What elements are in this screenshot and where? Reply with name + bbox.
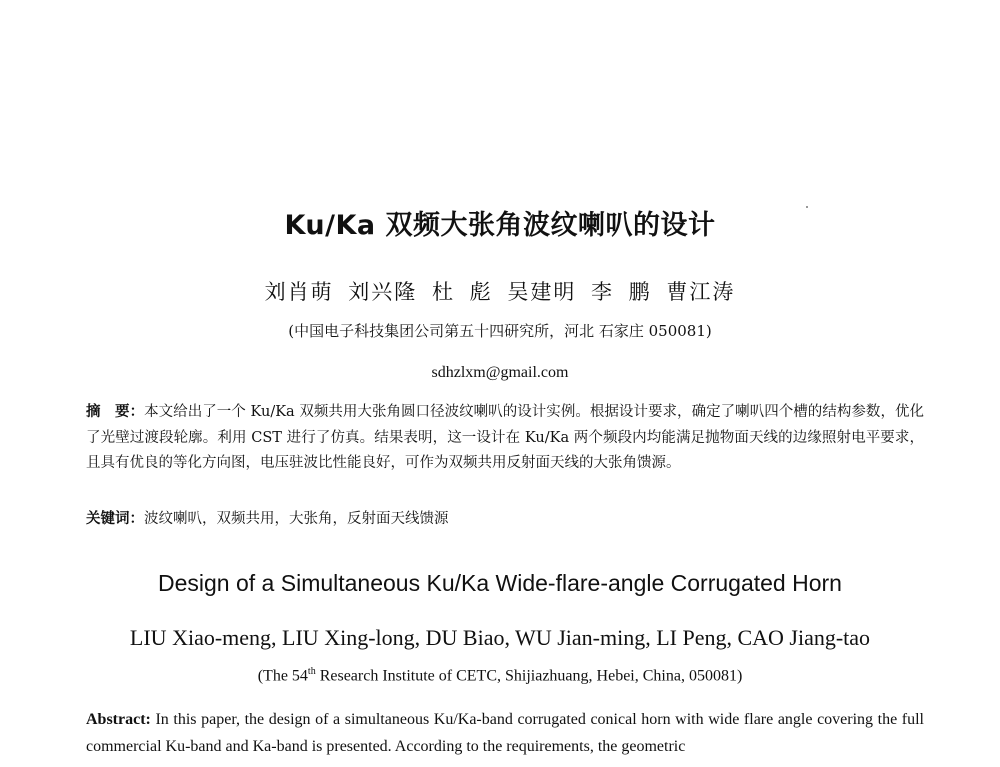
- english-affiliation-pre: (The 54: [257, 667, 308, 685]
- chinese-abstract-label: 摘 要：: [86, 403, 145, 420]
- english-abstract-label: Abstract:: [86, 711, 151, 728]
- chinese-abstract-text: 本文给出了一个 Ku/Ka 双频共用大张角圆口径波纹喇叭的设计实例。根据设计要求，确定了喇叭四个槽的结构参数，优化了光壁过渡段轮廓。利用 CST 进行了仿真。结果表明，这一设计在 Ku/Ka 两个频段内均能满足抛物面天线的边缘照射电平要求，且具有优良的等化方向图，电压驻波比性能良好，可作为双频共用反射面天线的大张角馈源。: [86, 404, 925, 471]
- english-affiliation-sup: th: [307, 666, 316, 677]
- chinese-affiliation: (中国电子科技集团公司第五十四研究所，河北 石家庄 050081): [288, 322, 712, 340]
- chinese-keywords: [86, 507, 924, 531]
- chinese-keywords-label: 关键词：: [86, 510, 144, 527]
- chinese-abstract: [86, 399, 924, 477]
- chinese-authors: 刘肖萌 刘兴隆 杜 彪 吴建明 李 鹏 曹江涛: [264, 280, 736, 304]
- english-abstract: [86, 706, 924, 760]
- english-authors: LIU Xiao-meng, LIU Xing-long, DU Biao, WU Jian-ming, LI Peng, CAO Jiang-tao: [129, 625, 871, 650]
- chinese-title: Ku/Ka 双频大张角波纹喇叭的设计: [284, 210, 716, 241]
- english-abstract-text: In this paper, the design of a simultaneous Ku/Ka-band corrugated conical horn with wide flare angle covering the full commercial Ku-band and Ka-band is presented. According to the requirements, the geometric: [86, 711, 924, 755]
- english-affiliation: [0, 666, 1000, 685]
- chinese-keywords-text: 波纹喇叭，双频共用，大张角，反射面天线馈源: [144, 511, 449, 527]
- english-title: Design of a Simultaneous Ku/Ka Wide-flare-angle Corrugated Horn: [158, 570, 842, 596]
- author-email: sdhzlxm@gmail.com: [431, 364, 569, 381]
- english-affiliation-post: Research Institute of CETC, Shijiazhuang, Hebei, China, 050081): [315, 667, 743, 685]
